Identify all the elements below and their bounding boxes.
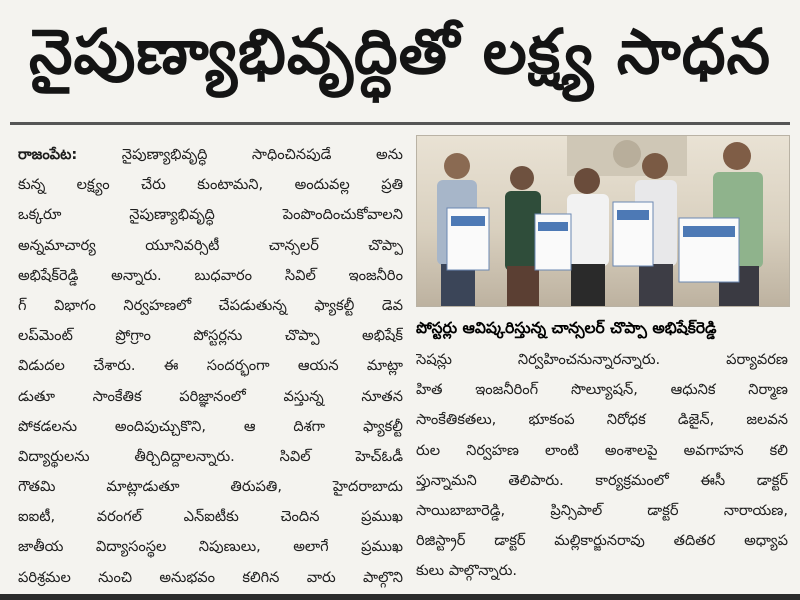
article-line: ఒక్కరూ నైపుణ్యాభివృద్ధి పెంపొందించుకోవాలని [18,206,403,224]
article-line: ఐఐటీ, వరంగల్ ఎన్ఐటీకు చెందిన ప్రముఖ [18,508,403,526]
group-photo-icon [416,135,790,307]
photo-illustration [417,136,789,306]
dateline: రాజంపేట: [18,146,78,163]
article-line: విడుదల చేశారు. ఈ సందర్భంగా ఆయన మాట్లా [18,357,403,375]
article-line: హిత ఇంజనీరింగ్ సొల్యూషన్, ఆధునిక నిర్మాణ [416,381,788,399]
article-right-column [416,135,788,587]
article-line: సాయిబాబారెడ్డి, ప్రిన్సిపాల్ డాక్టర్ నారాయణ, [416,501,788,519]
article-line: పరిశ్రమల నుంచి అనుభవం కలిగిన వారు పాల్గొని [18,568,403,586]
article-line: గ్ విభాగం నిర్వహణలో చేపడుతున్న ఫ్యాకల్టీ డెవ [18,296,403,314]
headline: నైపుణ్యాభివృద్ధితో లక్ష్య సాధన [28,15,772,88]
article-text: నైపుణ్యాభివృద్ధి సాధించినపుడే అను [121,146,403,163]
article-line: డుతూ సాంకేతిక పరిజ్ఞానంలో వస్తున్న నూతన [18,387,403,405]
article-line: సాంకేతికతలు, భూకంప నిరోధక డిజైన్, జలవన [416,411,788,429]
article-line: కున్న లక్ష్యం చేరు కుంటామని, అందువల్ల ప్రతి [18,176,403,194]
article-line: రుల నిర్వహణ లాంటి అంశాలపై అవగాహన కలి [416,441,788,459]
article-line: కులు పాల్గొన్నారు. [416,562,518,580]
article-left-column [18,140,403,593]
article-line: సెషన్లు నిర్వహించనున్నారన్నారు. పర్యావరణ [416,351,788,368]
article-line: అభిషేక్‌రెడ్డి అన్నారు. బుధవారం సివిల్ ఇంజనీరిం [18,266,403,284]
article-line: జాతీయ విద్యాసంస్థల నిపుణులు, అలాగే ప్రముఖ [18,538,403,556]
page-edge [0,594,800,600]
article-line: ప్తున్నామని తెలిపారు. కార్యక్రమంలో ఈసీ డాక్టర్ [416,471,788,489]
article-line: గౌతమి మాట్లాడుతూ తిరుపతి, హైదరాబాదు [18,478,403,496]
article-line: అన్నమాచార్య యూనివర్సిటీ చాన్సలర్ చొప్పా [18,236,403,254]
article-line: లప్‌మెంట్ ప్రోగ్రాం పోస్టర్లను చొప్పా అభిషేక్ [18,327,403,345]
article-line-1 [18,140,403,170]
headline-rule [10,122,790,125]
article-line: విద్యార్థులను తీర్చిదిద్దాలన్నారు. సివిల్ హెచ్‌ఓడీ [18,447,403,465]
photo-caption: పోస్టర్లు ఆవిష్కరిస్తున్న చాన్సలర్ చొప్పా అభిషేక్‌రెడ్డి [416,319,717,337]
article-right-text [416,345,788,587]
article-line: పోకడలను అందిపుచ్చుకొని, ఆ దిశగా ఫ్యాకల్టీ [18,417,403,435]
article-line: రిజిస్ట్రార్ డాక్టర్ మల్లికార్జునరావు తదితర అధ్యాప [416,532,788,550]
